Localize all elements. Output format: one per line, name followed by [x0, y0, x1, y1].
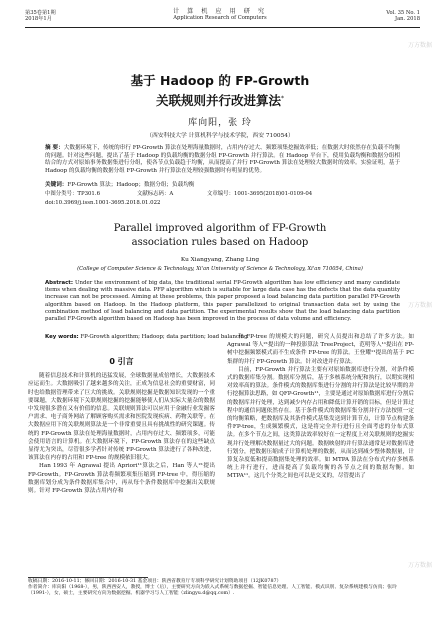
issue-date: 2018年1月 [25, 16, 52, 23]
keywords-cn-text: FP-Growth 算法；Hadoop；数据分组；负载均衡 [67, 182, 195, 188]
abstract-en [45, 280, 400, 323]
journal-name-en: Application Research of Computers [173, 15, 267, 22]
journal-name [140, 9, 300, 22]
volume-issue: 第35卷第1期 [25, 10, 56, 16]
authors-en: Ku Xiangyang, Zhang Ling [180, 257, 260, 263]
footnote [28, 579, 418, 598]
paper-title-cn-text: 关联规则并行改进算法 [155, 93, 281, 109]
watermark: 万方数据 [407, 42, 432, 49]
article-number: 文章编号：1001-3695(2018)01-0109-04 [207, 191, 313, 197]
abstract-cn-text: 大数据环境下，传统的串行 FP-Growth 算法在处理海量数据时，占用内存过大、频繁项集挖掘效率低；在数据大时依然存在负载不均衡的问题。针对这些问题，提出了基于 Hadoop 的负载均衡的数据分组 FP-Growth 并行算法。在 Hadoop 平台下，使用负载均衡和数据分组相结合的方式对原始事务数据集进行分组，使各节点负载趋于均衡，从而提高了并行 FP-Growth 算法在处理较大数据时的效率。实验证明，基于 Hadoop 的负载均衡的数据分组 FP-Growth 并行算法在处理较强数据时有明显的优势。 [45, 145, 400, 174]
doi: doi:10.3969/j.issn.1001-3695.2018.01.022 [45, 200, 161, 206]
footnote-author-bio: 作者简介：库向阳（1968-），男，陕西西安人，教授，博士（后），主要研究方向为嵌入式系统与数据挖掘、智能信息处理、人工智能、模式识别、复杂系统建模与仿真；张玲（1991-），女，硕士，主要研究方向为数据挖掘、机器学习与人工智能（zlingyu.d@qq.com）. [28, 585, 397, 597]
body-column-right [227, 333, 414, 481]
footnote-divider [28, 577, 148, 578]
footnote-dates-funding: 收稿日期：2016-10-11；修回日期：2016-10-31 基金项目：陕西省教育厅专项科学研究计划资助项目（12JK0787） [28, 579, 282, 584]
authors-cn: 库向阳，张 玲 [188, 118, 252, 128]
journal-volume-info [25, 10, 145, 23]
section-heading-introduction: 0 引言 [109, 357, 134, 366]
abstract-cn [45, 145, 400, 175]
clc-number: 中图分类号：TP301.6 [45, 191, 100, 197]
paper-title-en-line2: association rules based on Hadoop [131, 237, 309, 248]
issue-date-en: Jan. 2018 [394, 16, 420, 23]
watermark: 万方数据 [407, 562, 432, 569]
classification-row [45, 191, 400, 198]
paper-title-cn-line1: 基于 Hadoop 的 FP-Growth [130, 73, 310, 88]
funding-mark: * [281, 95, 284, 102]
journal-volume-info-en [330, 10, 420, 23]
body-column-left [28, 352, 215, 495]
affiliation-en: (College of Computer Science & Technology, Xi'an University of Science & Technology, Xi'an 710054, China) [77, 266, 363, 272]
abstract-cn-label: 摘 要： [45, 145, 64, 151]
paper-title-en-line1: Parallel improved algorithm of FP-Growth [113, 223, 327, 234]
affiliation-cn: （西安科技大学 计算机科学与技术学院，西安 710054） [146, 133, 294, 139]
keywords-cn [45, 182, 400, 190]
abstract-en-text: Under the environment of big data, the traditional serial FP-Growth algorithm has low efficiency and many candidate items when dealing with massive data. PFP algorithm which is suitable for large data case has the defects that the data quantity increase can not be processed. Aiming at these problems, this paper proposed a load balancing data partition parallel FP-Growth algorithm based on Hadoop. In the Hadoop platform, this paper parallelized to original transaction data set by using the combination method of load balancing and data partition. The experimental results show that the load balancing data partition parallel FP-Growth algorithm based on Hadoop has been improved in the process of data volume and efficiency. [45, 280, 400, 323]
header-divider [25, 27, 420, 28]
body-paragraph: 目前，FP-Growth 并行算法主要有对原始数据库进行分割，对条件模式的数据库集分割。数据库分割后，基于多核系统分配和执行，以期实现相对效率高的算法。条件模式的数据库集进行分割的并行算法是比较早期的并行挖掘算法思路，如 QFP-Growth¹¹，主要是通过对原始数据库进行分割后的数据库并行处理，达到减少内存占用和降低计算开销的目标，但是计算过程中的通信问题依然存在。基于条件模式的数据库集分割并行方法按照一定的均衡策略，把数据库及其条件模式基集发送到计算节点，计算节点构建条件FP-tree，生成频繁模式，这是将完全并行进行且全面考虑的分布式算法。在多个节点之间，这类算法效率较好在一定程度上对关联规则的挖掘实现并行处理解决数据量过大的问题。数据映射的并行算法通常是对数据库进行划分，把数据压缩成子计算机处理的数据，从而达到减少整体数据量，计算复杂度低和提高数据集处理的效率。如 MTPA 算法在分布式内存多核系统上并行进行，进而提高了负载均衡的各节点之间的数据均衡。如 MTPA¹¹。这几个分类之间也可以是交叉的，尽管提出了 [227, 366, 414, 480]
document-code: 文献标志码：A [137, 191, 174, 197]
keywords-en-label: Key words: [45, 334, 79, 340]
watermark: 万方数据 [407, 302, 432, 309]
abstract-en-label: Abstract: [45, 280, 74, 286]
body-paragraph: 和 FP-tree 的规模大的问题，研究人员提出和总结了许多方法。如 Agrawal 等人²¹提出的一种投影算法 TreeProject，范明等人¹¹提出在 FP-树中挖掘频繁模式而不生成条件 FP-tree 的算法。王登耀¹¹提出的基于 PC 集群的并行 FP-Growth 算法。针对改进并行算法。 [227, 334, 414, 365]
keywords-en-text: FP-Growth algorithm; Hadoop; data partition; load balancing [80, 334, 248, 340]
volume-issue-en: Vol. 35 No. 1 [386, 10, 420, 16]
paper-title-cn-line2 [40, 91, 400, 109]
body-paragraph: 随着信息技术和计算机的迅猛发展，全球数据量成倍增长，大数据技术应运而生。大数据吸引了越来越多的关注，正成为信息社会的重要财富，同时也给数据管理带来了巨大的挑战。关联规则挖掘是数据知识发现的一个重要课题，大数据环境下关联规则挖掘的挖掘能够使人们从实际大量杂的数据中发现很多潜在又有价值的信息。关联规则算法可以应用于金融行业发掘客户需求、电子商务网站了解顾客购买需求和医院发现疾病、药物关联等。在大数据应用下的关联规则算法是一个非常重要且具有挑战性的研究课题。传统的 FP-Growth 算法在处理海量数据时，占用内存过大、频繁项多，可能会使用语言的计算机。在大数据环境下，FP-Growth 算法存在的这些缺点显得尤为突出，尽管很多学者针对传统 FP-Growth 算法进行了各种改进，该算法在内存的占用和 FP-tree 的规模依旧很大。 [28, 373, 215, 462]
journal-name-cn: 计 算 机 应 用 研 究 [172, 8, 268, 15]
keywords-cn-label: 关键词： [45, 182, 68, 188]
body-paragraph: Han 1993 年 Agrawal 提出 Apriori¹¹算法之后，Han 等人²¹提出 FP-Growth。FP-Growth 算法将频繁项集压缩到 FP-tree 中，得压缩的数据库划分成为条件数据库集合中，再从每个条件数据库中挖掘出关联规则。针对 FP-Growth 算法占用内存和 [28, 463, 215, 495]
